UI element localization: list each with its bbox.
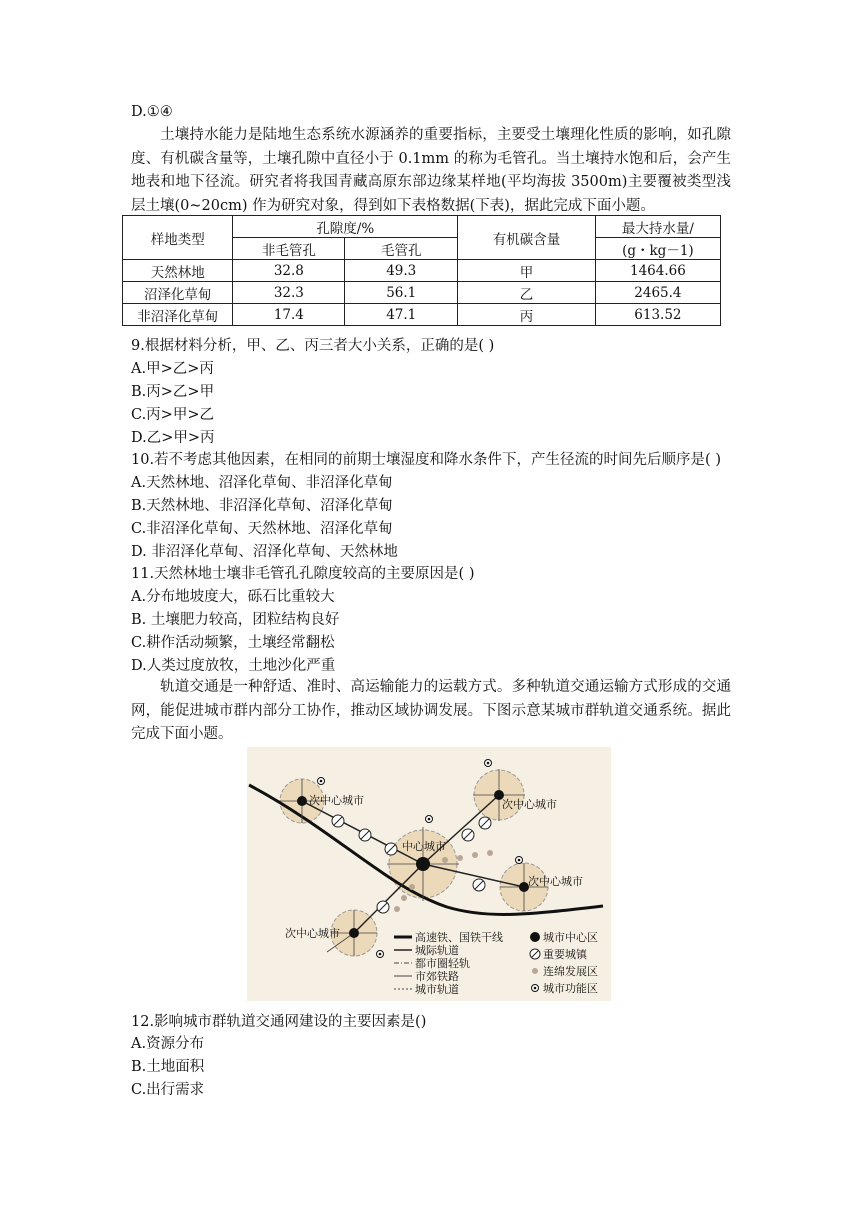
label-center-city: 中心城市 (402, 840, 446, 853)
legend-function-area: 城市功能区 (543, 982, 598, 995)
q12-option-b: B.土地面积 (131, 1059, 205, 1075)
q12-stem: 12.影响城市群轨道交通网建设的主要因素是() (131, 1014, 427, 1030)
cell-type: 非沼泽化草甸 (123, 304, 233, 326)
header-capillary: 毛管孔 (345, 238, 458, 260)
cell-type: 天然林地 (123, 260, 233, 282)
cell-non-capillary: 32.8 (233, 260, 345, 282)
q11-option-b: B. 土壤肥力较高，团粒结构良好 (131, 612, 340, 628)
cell-max-water: 1464.66 (595, 260, 720, 282)
cell-carbon: 甲 (458, 260, 596, 282)
q9-option-c: C.丙>甲>乙 (131, 407, 214, 423)
q9-option-b: B.丙>乙>甲 (131, 384, 215, 400)
rail-network-map-svg (247, 747, 611, 1001)
legend-swatch-center-area (530, 932, 540, 942)
q10-option-c: C.非沼泽化草甸、天然林地、沼泽化草甸 (131, 521, 393, 537)
legend-swatch-dev-zone (532, 968, 538, 974)
header-porosity: 孔隙度/% (233, 216, 458, 238)
legend-urban: 城市轨道 (415, 983, 459, 996)
legend-intercity: 城际轨道 (415, 944, 459, 957)
q10-option-d: D. 非沼泽化草甸、沼泽化草甸、天然林地 (131, 544, 398, 560)
q9-option-d: D.乙>甲>丙 (131, 430, 215, 446)
rail-network-map (247, 747, 611, 1001)
label-sub-city-tl: 次中心城市 (309, 794, 364, 807)
cell-capillary: 49.3 (345, 260, 458, 282)
header-non-capillary: 非毛管孔 (233, 238, 345, 260)
q10-option-a: A.天然林地、沼泽化草甸、非沼泽化草甸 (131, 475, 393, 491)
legend-dev-zone: 连绵发展区 (543, 965, 598, 978)
cell-carbon: 丙 (458, 304, 596, 326)
header-organic-carbon: 有机碳含量 (458, 216, 596, 260)
table-row (123, 260, 721, 282)
passage-soil-text: 土壤持水能力是陆地生态系统水源涵养的重要指标，主要受土壤理化性质的影响，如孔隙度、有机碳含量等，土壤孔隙中直径小于 0.1mm 的称为毛管孔。当土壤持水饱和后，会产生地表和地下径流。研究者将我国青藏高原东部边缘某样地(平均海拔 3500m)主要覆被类型浅层土壤(0~20cm) 作为研究对象，得到如下表格数据(下表)，据此完成下面小题。 (131, 127, 731, 214)
q9-stem: 9.根据材料分析，甲、乙、丙三者大小关系，正确的是( ) (131, 338, 495, 354)
passage-rail (131, 676, 731, 747)
passage-rail-text: 轨道交通是一种舒适、准时、高运输能力的运载方式。多种轨道交通运输方式形成的交通网，能促进城市群内部分工协作，推动区域协调发展。下图示意某城市群轨道交通系统。据此完成下面小题。 (131, 679, 731, 742)
label-sub-city-bl: 次中心城市 (285, 927, 340, 940)
q11-option-d: D.人类过度放牧，土地沙化严重 (131, 658, 336, 674)
table-row (123, 304, 721, 326)
q9-option-a: A.甲>乙>丙 (131, 361, 214, 377)
cell-type: 沼泽化草甸 (123, 282, 233, 304)
q12-option-a: A.资源分布 (131, 1036, 205, 1052)
legend-swatch-function-area-dot (534, 987, 537, 990)
label-sub-city-r: 次中心城市 (528, 875, 583, 888)
passage-soil (131, 124, 731, 218)
cell-max-water: 2465.4 (595, 282, 720, 304)
legend-center-area: 城市中心区 (543, 931, 598, 944)
q11-option-c: C.耕作活动频繁，土壤经常翻松 (131, 635, 335, 651)
cell-non-capillary: 32.3 (233, 282, 345, 304)
soil-data-table (122, 215, 721, 326)
header-sample-type: 样地类型 (123, 216, 233, 260)
header-max-water-line1: 最大持水量/ (595, 216, 720, 238)
q10-stem: 10.若不考虑其他因素，在相同的前期士壤湿度和降水条件下，产生径流的时间先后顺序是( ) (131, 452, 721, 468)
q11-option-a: A.分布地坡度大，砾石比重较大 (131, 589, 335, 605)
cell-non-capillary: 17.4 (233, 304, 345, 326)
previous-answer-option: D.①④ (131, 104, 173, 120)
label-sub-city-tr: 次中心城市 (502, 798, 557, 811)
table-row (123, 282, 721, 304)
legend-hsr: 高速铁、国铁干线 (415, 931, 503, 944)
cell-capillary: 56.1 (345, 282, 458, 304)
legend-metro-ring: 都市圈轻轨 (415, 957, 470, 970)
legend-town: 重要城镇 (543, 948, 587, 961)
q10-option-b: B.天然林地、非沼泽化草甸、沼泽化草甸 (131, 498, 393, 514)
legend-suburban: 市郊铁路 (415, 970, 459, 983)
header-max-water-line2: (g・kg－1) (595, 238, 720, 260)
q12-option-c: C.出行需求 (131, 1082, 205, 1098)
q11-stem: 11.天然林地士壤非毛管孔孔隙度较高的主要原因是( ) (131, 566, 475, 582)
cell-max-water: 613.52 (595, 304, 720, 326)
cell-capillary: 47.1 (345, 304, 458, 326)
cell-carbon: 乙 (458, 282, 596, 304)
